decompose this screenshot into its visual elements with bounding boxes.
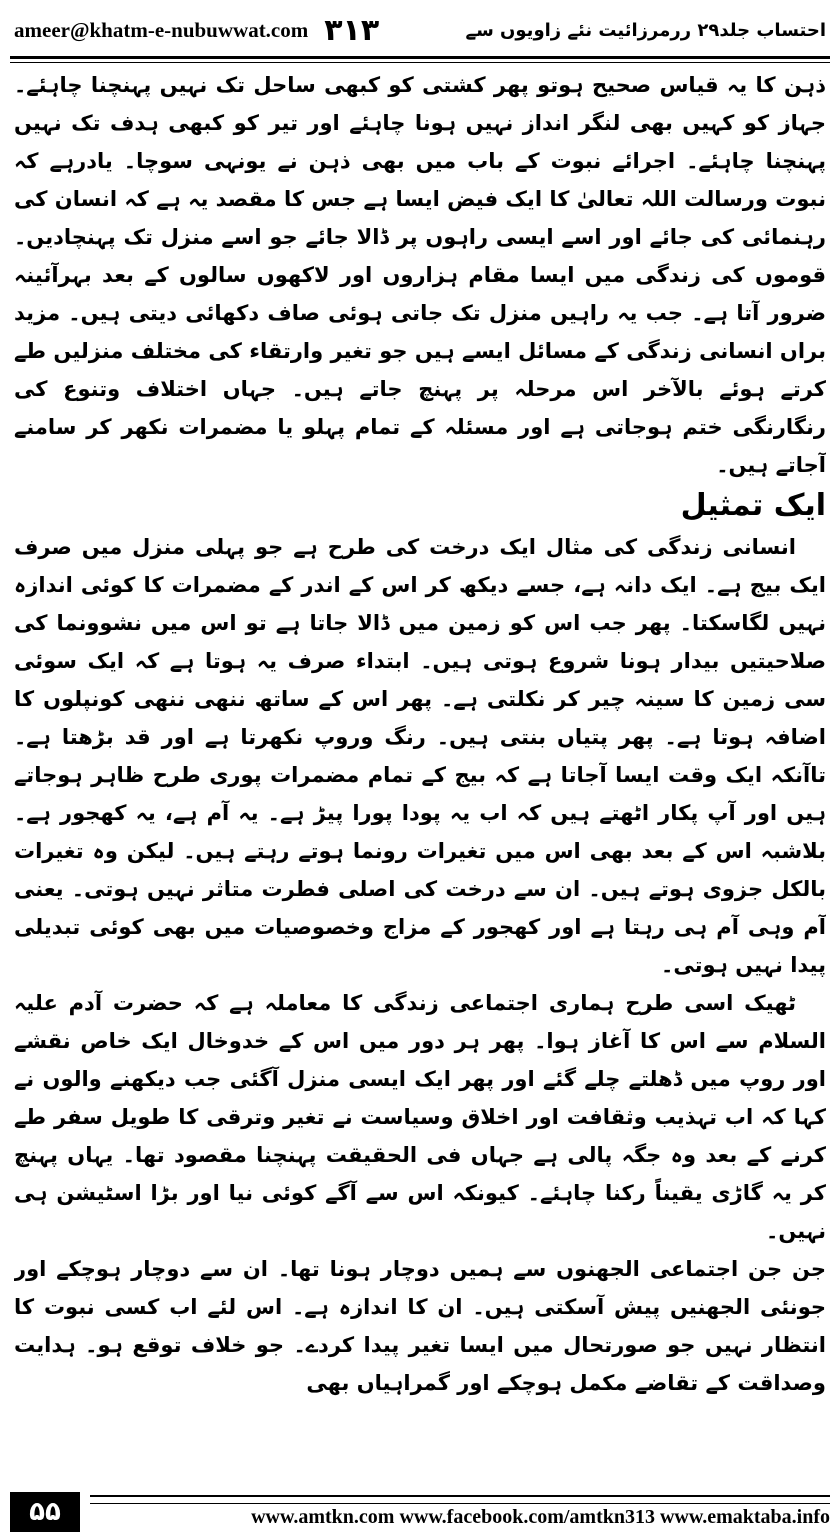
paragraph-2: ٹھیک اسی طرح ہماری اجتماعی زندگی کا معاملہ ہے کہ حضرت آدم علیہ السلام سے اس کا آغاز ہوا۔ پھر ہر دور میں اس کے خدوخال ایک خاص نقشے اور روپ میں ڈھلتے چلے گئے اور پھر ایک ایسی منزل آگئی جب دیکھنے والوں نے کہا کہ اب تہذیب وثقافت اور اخلاق وسیاست نے تغیر وترقی کا طویل سفر طے کرنے کے بعد وہ جگہ پالی ہے جہاں فی الحقیقت پہنچنا مقصود تھا۔ یہاں پہنچ کر یہ گاڑی یقیناً رکنا چاہئے۔ کیونکہ اس سے آگے کوئی نیا اور بڑا اسٹیشن ہی نہیں۔ (14, 991, 826, 1243)
section-heading: ایک تمثیل (680, 488, 826, 523)
footer-rule (90, 1495, 830, 1504)
header-page-number: ۳۱۳ (324, 12, 380, 48)
header-running-title: احتساب جلد۲۹ ررمرزائیت نئے زاویوں سے (465, 19, 826, 41)
paragraph-intro: ذہن کا یہ قیاس صحیح ہوتو پھر کشتی کو کبھی ساحل تک نہیں پہنچنا چاہئے۔ جہاز کو کہیں بھی لنگر انداز نہیں ہونا چاہئے اور تیر کو کبھی ہدف تک نہیں پہنچنا چاہئے۔ اجرائے نبوت کے باب میں بھی ذہن نے یونہی سوچا۔ یادرہے کہ نبوت ورسالت اللہ تعالیٰ کا ایک فیض ایسا ہے جس کا مقصد یہ ہے کہ انسان کی رہنمائی کی جائے اور اسے ایسی راہوں پر ڈالا جائے جو اسے منزل تک پہنچادیں۔ قوموں کی زندگی میں ایسا مقام ہزاروں اور لاکھوں سالوں کے بعد بہرآئینہ ضرور آتا ہے۔ جب یہ راہیں منزل تک جاتی ہوئی صاف دکھائی دیتی ہیں۔ مزید براں انسانی زندگی کے مسائل ایسے ہیں جو تغیر وارتقاء کی مختلف منزلیں طے کرتے ہوئے بالآخر اس مرحلہ پر پہنچ جاتے ہیں۔ جہاں اختلاف وتنوع کی رنگارنگی ختم ہوجاتی ہے اور مسئلہ کے تمام پہلو یا مضمرات نکھر کر سامنے آجاتے ہیں۔ (14, 73, 826, 477)
page-footer (10, 1490, 830, 1534)
header-rule-thick (10, 56, 830, 59)
footer-urls: www.amtkn.com www.facebook.com/amtkn313 www.emaktaba.info (251, 1506, 830, 1528)
header-left (14, 13, 379, 48)
header-rule-thin (10, 62, 830, 63)
main-text (14, 66, 826, 1466)
paragraph-3: جن جن اجتماعی الجھنوں سے ہمیں دوچار ہونا تھا۔ ان سے دوچار ہوچکے اور جونئی الجھنیں پیش آسکتی ہیں۔ ان کا اندازہ ہے۔ اس لئے اب کسی نبوت کا انتظار نہیں جو صورتحال میں ایسا تغیر پیدا کردے۔ جو خلاف توقع ہو۔ ہدایت وصداقت کے تقاضے مکمل ہوچکے اور گمراہیاں بھی (14, 1257, 826, 1395)
page-header (14, 8, 826, 52)
header-email: ameer@khatm-e-nubuwwat.com (14, 17, 309, 42)
footer-page-number: ۵۵ (10, 1492, 80, 1532)
footer-right (80, 1495, 830, 1529)
paragraph-1: انسانی زندگی کی مثال ایک درخت کی طرح ہے جو پہلی منزل میں صرف ایک بیج ہے۔ ایک دانہ ہے، جسے دیکھ کر اس کے اندر کے مضمرات کا کوئی اندازہ نہیں لگاسکتا۔ پھر جب اس کو زمین میں ڈالا جاتا ہے تو اس میں نشوونما کی صلاحیتیں بیدار ہونا شروع ہوتی ہیں۔ ابتداء صرف یہ ہوتا ہے کہ ایک سوئی سی زمین کا سینہ چیر کر نکلتی ہے۔ پھر اس کے ساتھ ننھی ننھی کونپلوں کا اضافہ ہوتا ہے۔ پھر پتیاں بنتی ہیں۔ رنگ وروپ نکھرتا ہے اور قد بڑھتا ہے۔ تاآنکہ ایک وقت ایسا آجاتا ہے کہ بیج کے تمام مضمرات پوری طرح ظاہر ہوجاتے ہیں اور آپ پکار اٹھتے ہیں کہ اب یہ پودا پورا پیڑ ہے۔ یہ آم ہے، یہ کھجور ہے۔ بلاشبہ اس کے بعد بھی اس میں تغیرات رونما ہوتے رہتے ہیں۔ لیکن وہ تغیرات بالکل جزوی ہوتے ہیں۔ ان سے درخت کی اصلی فطرت متاثر نہیں ہوتی۔ یعنی آم وہی آم ہی رہتا ہے اور کھجور کے مزاج وخصوصیات میں بھی کوئی تبدیلی پیدا نہیں ہوتی۔ (14, 535, 826, 977)
